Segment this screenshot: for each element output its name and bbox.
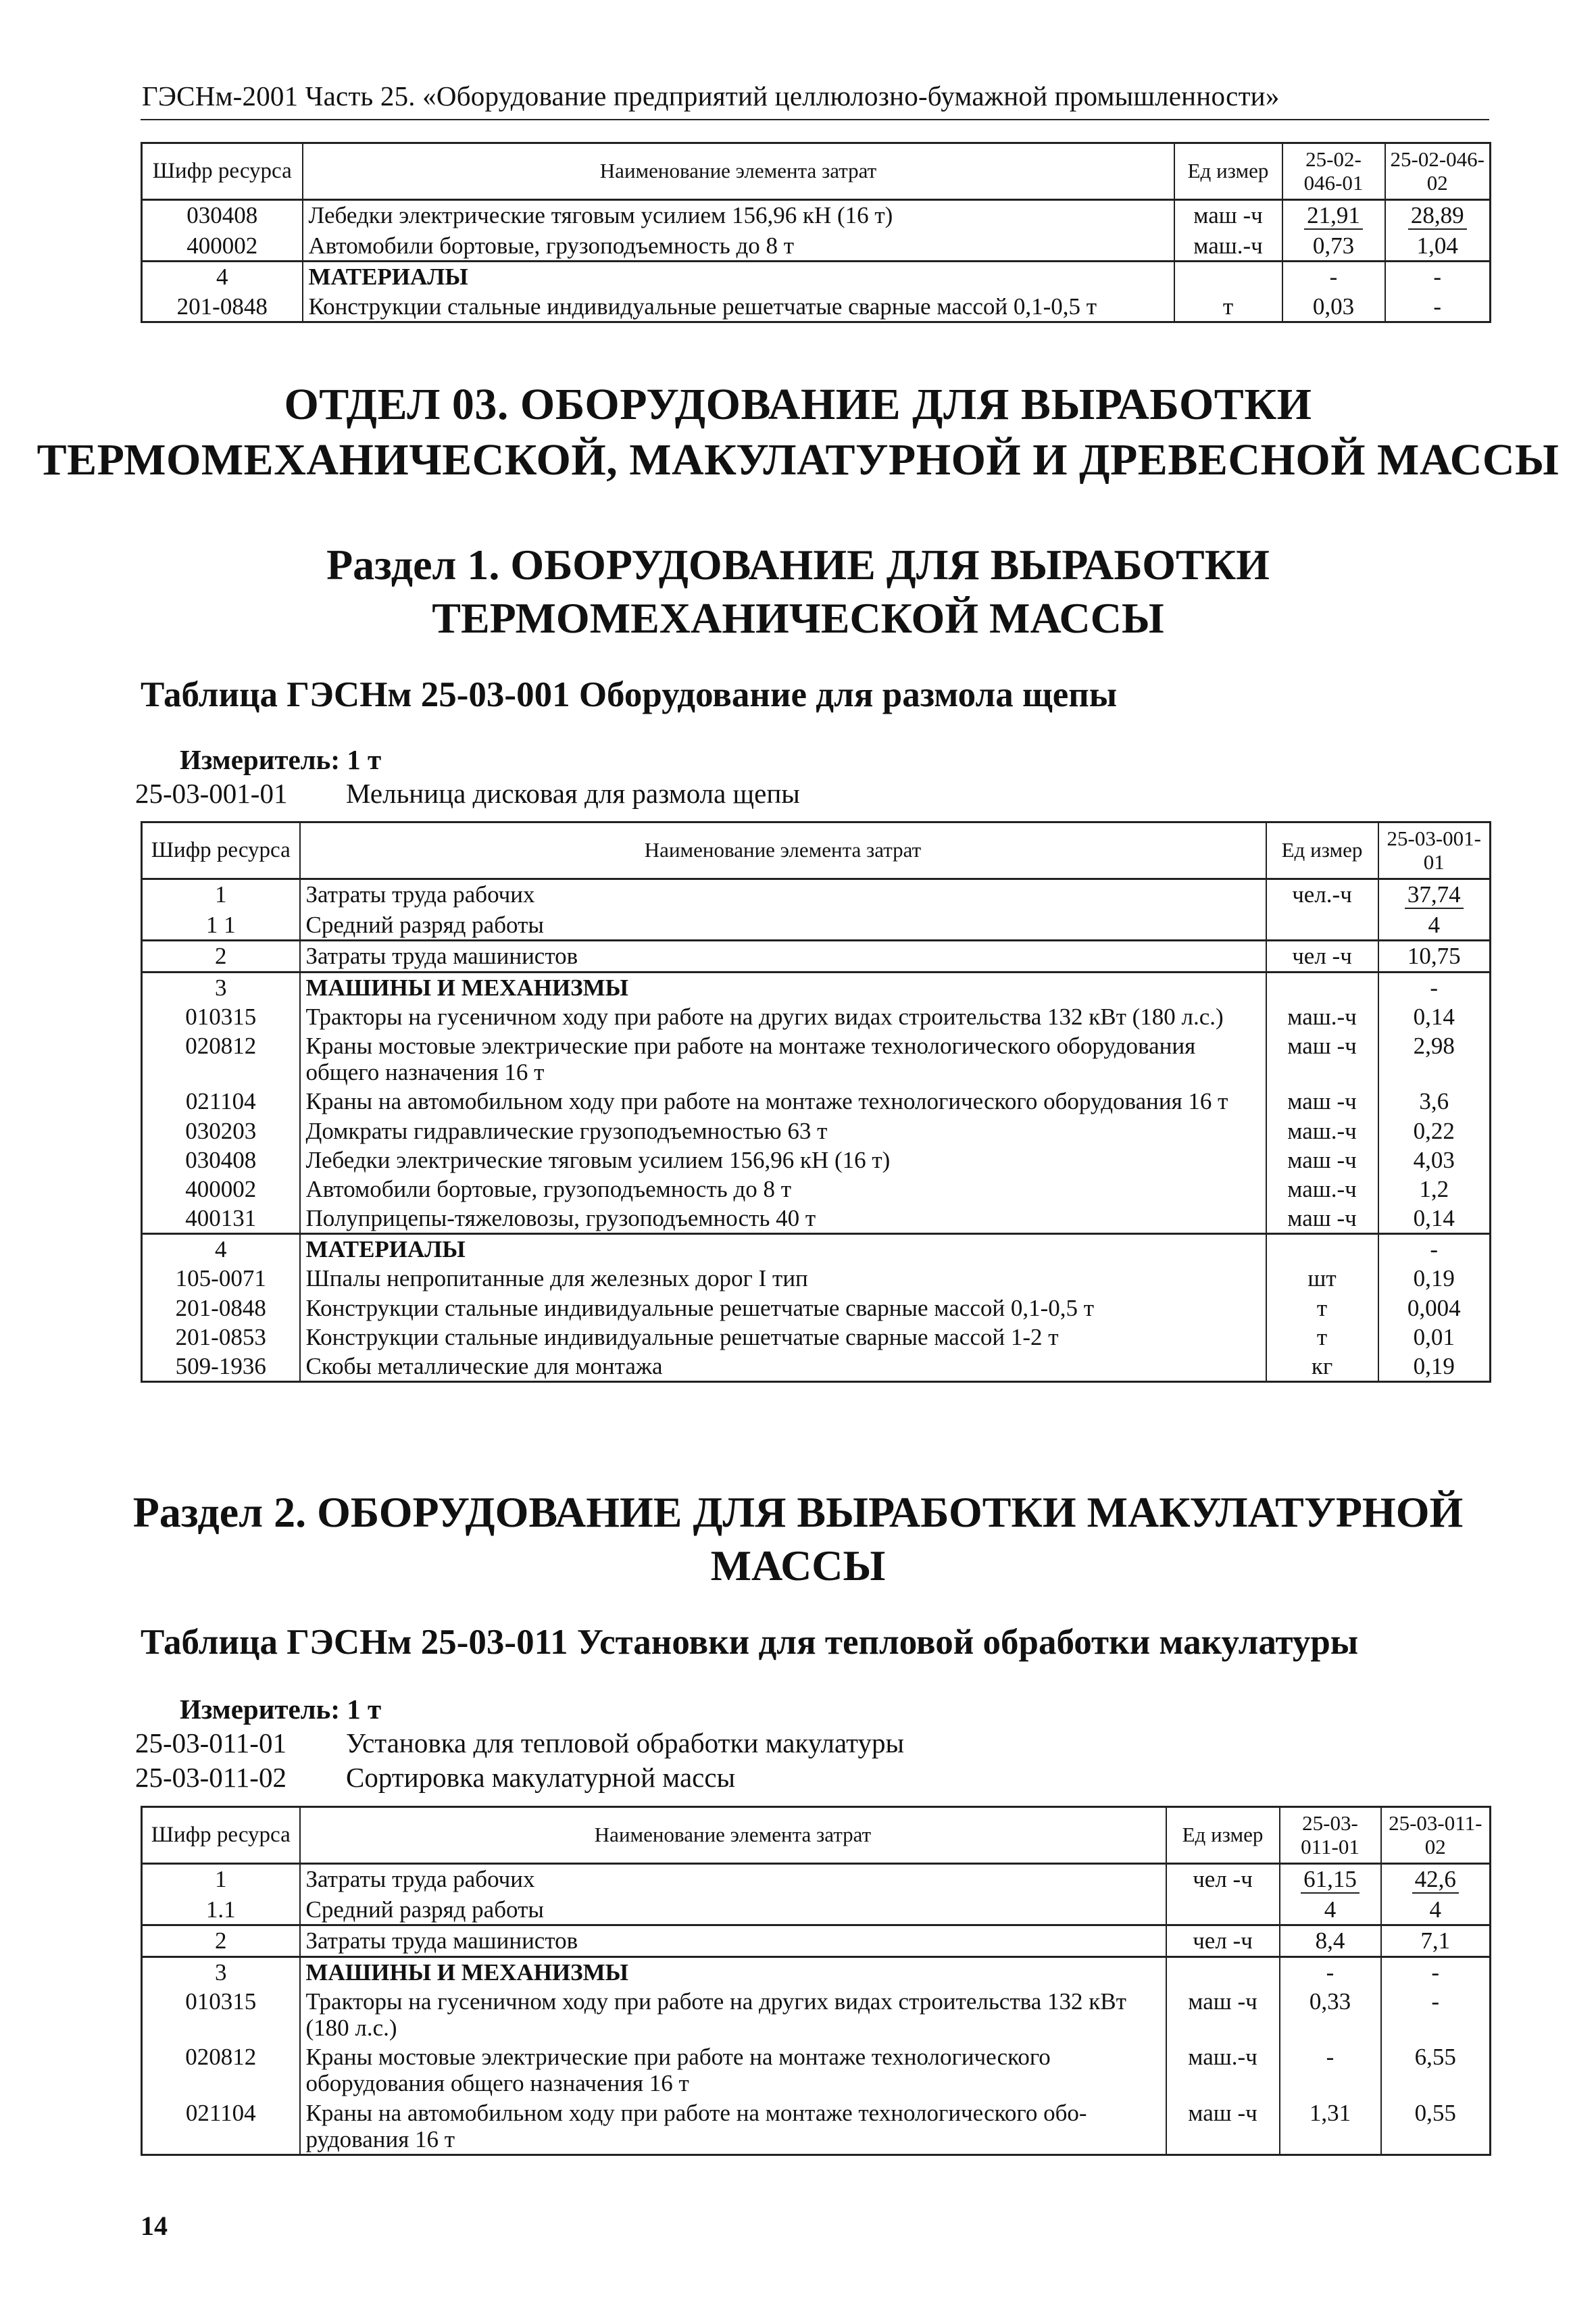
- cell-unit: маш -ч: [1266, 1087, 1378, 1116]
- cell-value-a: [1280, 1864, 1381, 1895]
- cell-code: 010315: [142, 1002, 300, 1031]
- table-group-row: [142, 972, 1491, 1002]
- cell-name: Тракторы на гусеничном ходу при работе на других видах строительства 132 кВт (180 л.с.): [300, 1002, 1266, 1031]
- cell-name: Автомобили бортовые, грузоподъемность до 8 т: [300, 1175, 1266, 1204]
- table-title-25-03-011: Таблица ГЭСНм 25-03-011 Установки для тепловой обработки макулатуры: [141, 1623, 1359, 1662]
- col-unit-header: Ед измер: [1266, 822, 1378, 879]
- measure-line: [180, 743, 381, 776]
- cell-value-a: 0,19: [1378, 1264, 1491, 1293]
- cell-unit: т: [1266, 1323, 1378, 1352]
- cell-name: Краны мостовые электрические при работе на монтаже технологического оборудования общего назначения 16 т: [300, 1031, 1266, 1087]
- table-25-03-011: [141, 1806, 1491, 2156]
- cell-unit: маш -ч: [1266, 1031, 1378, 1087]
- cell-value-a: 0,01: [1378, 1323, 1491, 1352]
- cell-value-a: 1,31: [1280, 2098, 1381, 2155]
- cell-name: Домкраты гидравлические грузоподъемностью 63 т: [300, 1116, 1266, 1146]
- table-row: [142, 1031, 1491, 1087]
- cell-value-a: [1282, 200, 1385, 231]
- cell-code: 1 1: [142, 910, 300, 941]
- table-row: [142, 1925, 1491, 1956]
- col-code-header: Шифр ресурса: [142, 822, 300, 879]
- cell-code: 1: [142, 1864, 300, 1895]
- cell-name: Краны на автомобильном ходу при работе на монтаже технологического оборудования 16 т: [300, 1087, 1266, 1116]
- cell-value-a: 0,004: [1378, 1294, 1491, 1323]
- norm-item-code: 25-03-011-02: [135, 1762, 286, 1793]
- cell-name: Конструкции стальные индивидуальные решетчатые сварные массой 1-2 т: [300, 1323, 1266, 1352]
- section-1-heading-line-2: ТЕРМОМЕХАНИЧЕСКОЙ МАССЫ: [432, 594, 1164, 642]
- table-title-25-03-001: Таблица ГЭСНм 25-03-001 Оборудование для размола щепы: [141, 675, 1118, 714]
- table-row: [142, 1087, 1491, 1116]
- cell-code: 1: [142, 879, 300, 910]
- cell-value-a: -: [1282, 262, 1385, 292]
- col-name-header: Наименование элемента затрат: [300, 1807, 1166, 1864]
- cell-value-a: 3,6: [1378, 1087, 1491, 1116]
- cell-code: 2: [142, 1925, 300, 1956]
- cell-value-b: 7,1: [1381, 1925, 1491, 1956]
- table-row: [142, 2098, 1491, 2155]
- cell-name: Средний разряд работы: [300, 1895, 1166, 1925]
- cell-unit: чел -ч: [1166, 1925, 1280, 1956]
- col-unit-header: Ед измер: [1174, 143, 1282, 200]
- cell-name: Скобы металлические для монтажа: [300, 1352, 1266, 1382]
- running-header: ГЭСНм-2001 Часть 25. «Оборудование предприятий целлюлозно-бумажной промышленности»: [142, 80, 1280, 112]
- cell-code: 201-0848: [142, 1294, 300, 1323]
- section-1-heading-line-1: Раздел 1. ОБОРУДОВАНИЕ ДЛЯ ВЫРАБОТКИ: [326, 541, 1270, 589]
- section-2-heading-line-1: Раздел 2. ОБОРУДОВАНИЕ ДЛЯ ВЫРАБОТКИ МАКУЛАТУРНОЙ: [132, 1488, 1464, 1536]
- norm-item-code: 25-03-011-01: [135, 1727, 286, 1758]
- table-group-row: [142, 1956, 1491, 1987]
- cell-unit: чел -ч: [1266, 941, 1378, 972]
- cell-unit: маш.-ч: [1266, 1116, 1378, 1146]
- table-row: [142, 1264, 1491, 1293]
- norm-item-name: Мельница дисковая для размола щепы: [346, 778, 800, 809]
- cell-code: 201-0853: [142, 1323, 300, 1352]
- table-row: [142, 879, 1491, 910]
- cell-unit: кг: [1266, 1352, 1378, 1382]
- cell-name: Шпалы непропитанные для железных дорог I тип: [300, 1264, 1266, 1293]
- cell-unit: [1174, 262, 1282, 292]
- cell-unit: [1166, 1956, 1280, 1987]
- norm-item-name: Сортировка макулатурной массы: [346, 1762, 736, 1793]
- cell-unit: маш.-ч: [1174, 231, 1282, 262]
- norm-item-code: 25-03-001-01: [135, 778, 288, 809]
- cell-code: 2: [142, 941, 300, 972]
- department-heading-line-2: ТЕРМОМЕХАНИЧЕСКОЙ, МАКУЛАТУРНОЙ И ДРЕВЕСНОЙ МАССЫ: [36, 435, 1560, 485]
- cell-code: 400002: [142, 1175, 300, 1204]
- section-2-heading-line-2: МАССЫ: [710, 1542, 886, 1590]
- table-row: [142, 292, 1491, 322]
- measure-label: Измеритель:: [180, 744, 341, 775]
- col-a-header: 25-02-046-01: [1282, 143, 1385, 200]
- cell-unit: [1166, 1895, 1280, 1925]
- cell-code: 030408: [142, 200, 303, 231]
- cell-code: 020812: [142, 1031, 300, 1087]
- col-name-header: Наименование элемента затрат: [303, 143, 1174, 200]
- table-row: [142, 1323, 1491, 1352]
- cell-name: Лебедки электрические тяговым усилием 156,96 кН (16 т): [300, 1146, 1266, 1175]
- cell-name: Затраты труда машинистов: [300, 941, 1266, 972]
- table-row: [142, 910, 1491, 941]
- cell-code: 021104: [142, 2098, 300, 2155]
- col-a-header: 25-03-011-01: [1280, 1807, 1381, 1864]
- table-row: [142, 1116, 1491, 1146]
- measure-value: 1 т: [347, 1694, 382, 1725]
- cell-code: 105-0071: [142, 1264, 300, 1293]
- col-code-header: Шифр ресурса: [142, 1807, 300, 1864]
- cell-value-b: -: [1381, 1956, 1491, 1987]
- col-unit-header: Ед измер: [1166, 1807, 1280, 1864]
- cell-value-a: 0,33: [1280, 1987, 1381, 2042]
- value-text: 37,74: [1405, 883, 1464, 909]
- cell-code: 3: [142, 972, 300, 1002]
- cell-unit: маш.-ч: [1166, 2042, 1280, 2098]
- cell-unit: чел.-ч: [1266, 879, 1378, 910]
- cell-code: 400131: [142, 1204, 300, 1234]
- col-a-header: 25-03-001-01: [1378, 822, 1491, 879]
- table-row: [142, 1204, 1491, 1234]
- cell-value-b: 6,55: [1381, 2042, 1491, 2098]
- department-heading-line-1: ОТДЕЛ 03. ОБОРУДОВАНИЕ ДЛЯ ВЫРАБОТКИ: [284, 380, 1312, 429]
- cell-name: Полуприцепы-тяжеловозы, грузоподъемность 40 т: [300, 1204, 1266, 1234]
- cell-name: Затраты труда рабочих: [300, 1864, 1166, 1895]
- table-row: [142, 1002, 1491, 1031]
- cell-code: 021104: [142, 1087, 300, 1116]
- cell-value-a: -: [1378, 1234, 1491, 1264]
- cell-unit: т: [1266, 1294, 1378, 1323]
- cell-code: 4: [142, 1234, 300, 1264]
- cell-value-b: 0,55: [1381, 2098, 1491, 2155]
- cell-unit: маш.-ч: [1266, 1175, 1378, 1204]
- cell-name: Краны на автомобильном ходу при работе на монтаже технологического обо-рудования 16 т: [300, 2098, 1166, 2155]
- cell-value-a: 8,4: [1280, 1925, 1381, 1956]
- cell-value-a: [1378, 879, 1491, 910]
- table-header-row: [142, 1807, 1491, 1864]
- cell-unit: шт: [1266, 1264, 1378, 1293]
- cell-code: 010315: [142, 1987, 300, 2042]
- cell-code: 400002: [142, 231, 303, 262]
- cell-value-a: -: [1378, 972, 1491, 1002]
- cell-code: 509-1936: [142, 1352, 300, 1382]
- cell-name: Автомобили бортовые, грузоподъемность до 8 т: [303, 231, 1174, 262]
- table-row: [142, 1352, 1491, 1382]
- value-text: 28,89: [1408, 203, 1467, 230]
- table-row: [142, 1146, 1491, 1175]
- norm-item-name: Установка для тепловой обработки макулатуры: [346, 1727, 905, 1758]
- col-b-header: 25-03-011-02: [1381, 1807, 1491, 1864]
- table-row: [142, 231, 1491, 262]
- cell-value-a: -: [1280, 1956, 1381, 1987]
- norm-item: [135, 1727, 904, 1759]
- cell-value-a: 2,98: [1378, 1031, 1491, 1087]
- cell-value-b: [1381, 1864, 1491, 1895]
- cell-name: МАШИНЫ И МЕХАНИЗМЫ: [300, 1956, 1166, 1987]
- cell-unit: чел -ч: [1166, 1864, 1280, 1895]
- cell-unit: маш -ч: [1174, 200, 1282, 231]
- table-row: [142, 1987, 1491, 2042]
- value-text: 21,91: [1304, 203, 1363, 230]
- cell-unit: [1266, 910, 1378, 941]
- table-header-row: [142, 822, 1491, 879]
- cell-value-b: -: [1385, 262, 1491, 292]
- cell-value-a: 0,14: [1378, 1204, 1491, 1234]
- table-25-03-001: [141, 821, 1491, 1383]
- cell-value-a: 4,03: [1378, 1146, 1491, 1175]
- cell-name: Краны мостовые электрические при работе на монтаже технологического оборудования общего назначения 16 т: [300, 2042, 1166, 2098]
- table-group-row: [142, 1234, 1491, 1264]
- measure-value: 1 т: [347, 744, 382, 775]
- cell-name: Средний разряд работы: [300, 910, 1266, 941]
- cell-value-a: -: [1280, 2042, 1381, 2098]
- cell-unit: маш -ч: [1166, 2098, 1280, 2155]
- table-header-row: [142, 143, 1491, 200]
- cell-unit: маш -ч: [1166, 1987, 1280, 2042]
- col-name-header: Наименование элемента затрат: [300, 822, 1266, 879]
- cell-code: 1.1: [142, 1895, 300, 1925]
- value-text: 61,15: [1301, 1867, 1360, 1894]
- cell-unit: маш -ч: [1266, 1146, 1378, 1175]
- header-rule: [141, 119, 1489, 120]
- cell-unit: маш.-ч: [1266, 1002, 1378, 1031]
- table-row: [142, 1294, 1491, 1323]
- cell-value-a: 0,19: [1378, 1352, 1491, 1382]
- cell-name: МАШИНЫ И МЕХАНИЗМЫ: [300, 972, 1266, 1002]
- cell-value-a: 4: [1280, 1895, 1381, 1925]
- cell-name: МАТЕРИАЛЫ: [300, 1234, 1266, 1264]
- cell-code: 201-0848: [142, 292, 303, 322]
- table-row: [142, 1895, 1491, 1925]
- cell-code: 4: [142, 262, 303, 292]
- cell-name: Лебедки электрические тяговым усилием 156,96 кН (16 т): [303, 200, 1174, 231]
- cell-value-a: 0,14: [1378, 1002, 1491, 1031]
- value-text: 42,6: [1412, 1867, 1459, 1894]
- table-row: [142, 200, 1491, 231]
- table-row: [142, 941, 1491, 972]
- norm-item: [135, 777, 800, 810]
- cell-name: МАТЕРИАЛЫ: [303, 262, 1174, 292]
- page-number: 14: [141, 2211, 168, 2241]
- cell-value-b: -: [1381, 1987, 1491, 2042]
- cell-code: 030408: [142, 1146, 300, 1175]
- measure-line: [180, 1693, 381, 1725]
- cell-name: Конструкции стальные индивидуальные решетчатые сварные массой 0,1-0,5 т: [303, 292, 1174, 322]
- cell-unit: [1266, 1234, 1378, 1264]
- cell-name: Тракторы на гусеничном ходу при работе на других видах строительства 132 кВт (180 л.с.): [300, 1987, 1166, 2042]
- cell-value-b: -: [1385, 292, 1491, 322]
- cell-value-b: 1,04: [1385, 231, 1491, 262]
- cell-value-a: 0,22: [1378, 1116, 1491, 1146]
- cell-value-a: 0,03: [1282, 292, 1385, 322]
- cell-value-a: 4: [1378, 910, 1491, 941]
- cell-value-b: [1385, 200, 1491, 231]
- cell-name: Затраты труда рабочих: [300, 879, 1266, 910]
- cell-name: Конструкции стальные индивидуальные решетчатые сварные массой 0,1-0,5 т: [300, 1294, 1266, 1323]
- table-row: [142, 1175, 1491, 1204]
- cell-unit: т: [1174, 292, 1282, 322]
- table-continuation: [141, 142, 1491, 323]
- cell-value-a: 10,75: [1378, 941, 1491, 972]
- table-group-row: [142, 262, 1491, 292]
- col-b-header: 25-02-046-02: [1385, 143, 1491, 200]
- cell-value-a: 0,73: [1282, 231, 1385, 262]
- cell-code: 030203: [142, 1116, 300, 1146]
- cell-code: 3: [142, 1956, 300, 1987]
- cell-unit: маш -ч: [1266, 1204, 1378, 1234]
- cell-name: Затраты труда машинистов: [300, 1925, 1166, 1956]
- cell-value-b: 4: [1381, 1895, 1491, 1925]
- table-row: [142, 1864, 1491, 1895]
- cell-value-a: 1,2: [1378, 1175, 1491, 1204]
- cell-code: 020812: [142, 2042, 300, 2098]
- col-code-header: Шифр ресурса: [142, 143, 303, 200]
- norm-item: [135, 1761, 735, 1794]
- table-row: [142, 2042, 1491, 2098]
- measure-label: Измеритель:: [180, 1694, 341, 1725]
- cell-unit: [1266, 972, 1378, 1002]
